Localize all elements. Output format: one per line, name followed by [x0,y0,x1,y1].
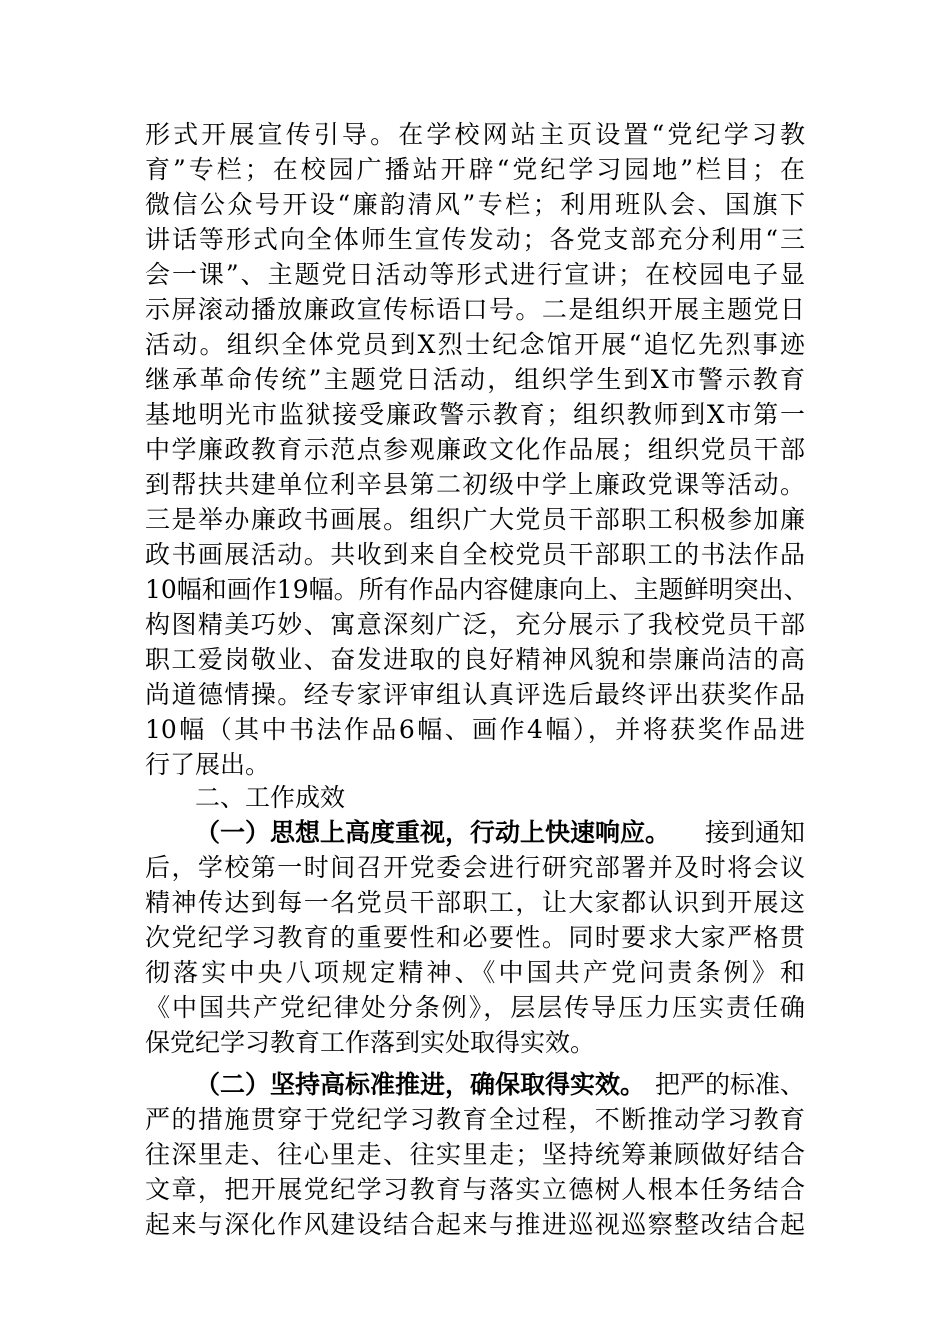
text-line: 活动。组织全体党员到X烈士纪念馆开展“追忆先烈事迹 [145,330,805,359]
text-line: 精神传达到每一名党员干部职工，让大家都认识到开展这 [145,888,805,917]
text-line: 中学廉政教育示范点参观廉政文化作品展；组织党员干部 [145,435,805,464]
text-line: 职工爱岗敬业、奋发进取的良好精神风貌和崇廉尚洁的高 [145,645,805,674]
text-line: 严的措施贯穿于党纪学习教育全过程，不断推动学习教育 [145,1105,805,1134]
text-line: 继承革命传统”主题党日活动，组织学生到X市警示教育 [145,365,805,394]
text-line: 往深里走、往心里走、往实里走；坚持统筹兼顾做好结合 [145,1140,805,1169]
text-line: 彻落实中央八项规定精神、《中国共产党问责条例》和 [145,958,805,987]
text-line: 后，学校第一时间召开党委会进行研究部署并及时将会议 [145,853,805,882]
paragraph-lead-bold: （一）思想上高度重视，行动上快速响应。 [195,818,671,847]
text-line: 行了展出。 [145,750,271,779]
paragraph-lead-line [195,1068,805,1102]
text-line: 文章，把开展党纪学习教育与落实立德树人根本任务结合 [145,1175,805,1204]
text-line: 政书画展活动。共收到来自全校党员干部职工的书法作品 [145,540,805,569]
text-line: 示屏滚动播放廉政宣传标语口号。二是组织开展主题党日 [145,295,805,324]
text-line: 到帮扶共建单位利辛县第二初级中学上廉政党课等活动。 [145,470,805,499]
section-heading: 二、工作成效 [195,783,346,812]
paragraph-lead-bold: （二）坚持高标准推进，确保取得实效。 [195,1070,646,1099]
text-line: 基地明光市监狱接受廉政警示教育；组织教师到X市第一 [145,400,805,429]
text-line: 次党纪学习教育的重要性和必要性。同时要求大家严格贯 [145,923,805,952]
paragraph-lead-line [195,816,805,850]
text-line: 10幅（其中书法作品6幅、画作4幅），并将获奖作品进 [145,715,805,744]
paragraph-lead-rest: 接到通知 [704,818,805,847]
text-line: 保党纪学习教育工作落到实处取得实效。 [145,1028,596,1057]
text-line: 10幅和画作19幅。所有作品内容健康向上、主题鲜明突出、 [145,575,809,604]
text-line: 微信公众号开设“廉韵清风”专栏；利用班队会、国旗下 [145,190,805,219]
text-line: 《中国共产党纪律处分条例》，层层传导压力压实责任确 [145,993,805,1022]
paragraph-lead-rest: 把严的标准、 [654,1070,805,1099]
text-line: 尚道德情操。经专家评审组认真评选后最终评出获奖作品 [145,680,805,709]
text-line: 构图精美巧妙、寓意深刻广泛，充分展示了我校党员干部 [145,610,805,639]
text-line: 起来与深化作风建设结合起来与推进巡视巡察整改结合起 [145,1210,805,1239]
text-line: 形式开展宣传引导。在学校网站主页设置“党纪学习教 [145,120,805,149]
text-line: 会一课”、主题党日活动等形式进行宣讲；在校园电子显 [145,260,805,289]
text-line: 三是举办廉政书画展。组织广大党员干部职工积极参加廉 [145,505,805,534]
text-line: 育”专栏；在校园广播站开辟“党纪学习园地”栏目；在 [145,155,805,184]
text-line: 讲话等形式向全体师生宣传发动；各党支部充分利用“三 [145,225,805,254]
